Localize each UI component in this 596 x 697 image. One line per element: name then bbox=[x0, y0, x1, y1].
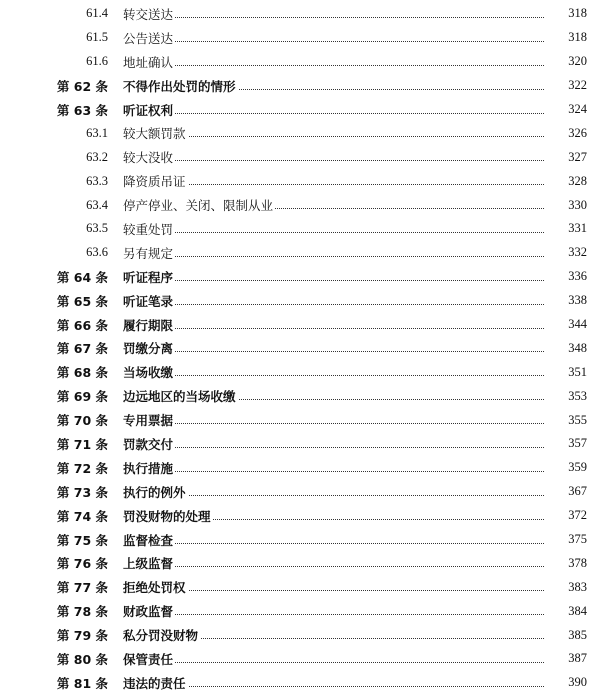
section-number: 63.4 bbox=[86, 197, 108, 212]
toc-article-entry[interactable] bbox=[0, 599, 596, 623]
page-number: 387 bbox=[568, 651, 587, 666]
page-number: 326 bbox=[568, 125, 587, 140]
toc-article-entry[interactable] bbox=[0, 504, 596, 528]
toc-article-entry[interactable] bbox=[0, 551, 596, 575]
article-number: 第 69 条 bbox=[56, 389, 108, 405]
entry-title: 执行的例外 bbox=[123, 484, 186, 500]
toc-section-entry[interactable] bbox=[0, 217, 596, 241]
dot-leader bbox=[123, 447, 544, 448]
toc-article-entry[interactable] bbox=[0, 647, 596, 671]
entry-title: 当场收缴 bbox=[123, 365, 174, 381]
article-number: 第 70 条 bbox=[56, 413, 108, 429]
dot-leader bbox=[123, 566, 544, 567]
toc-article-entry[interactable] bbox=[0, 408, 596, 432]
article-number: 第 78 条 bbox=[56, 604, 108, 620]
page-number: 328 bbox=[568, 173, 587, 188]
article-number: 第 71 条 bbox=[56, 436, 108, 452]
entry-title: 地址确认 bbox=[123, 54, 174, 70]
dot-leader bbox=[123, 423, 544, 424]
entry-title: 较重处罚 bbox=[123, 221, 174, 237]
page-number: 378 bbox=[568, 555, 587, 570]
dot-leader bbox=[123, 471, 544, 472]
entry-title: 监督检查 bbox=[123, 532, 174, 548]
entry-title: 不得作出处罚的情形 bbox=[123, 78, 236, 94]
entry-title: 较大没收 bbox=[123, 150, 174, 166]
page-number: 330 bbox=[568, 197, 587, 212]
page-number: 344 bbox=[568, 317, 587, 332]
article-number: 第 75 条 bbox=[56, 532, 108, 548]
entry-title: 另有规定 bbox=[123, 245, 174, 261]
dot-leader bbox=[123, 614, 544, 615]
toc-article-entry[interactable] bbox=[0, 623, 596, 647]
toc-article-entry[interactable] bbox=[0, 313, 596, 337]
page-number: 375 bbox=[568, 532, 587, 547]
dot-leader bbox=[123, 256, 544, 257]
page-number: 384 bbox=[568, 603, 587, 618]
page-number: 331 bbox=[568, 221, 587, 236]
entry-title: 专用票据 bbox=[123, 413, 174, 429]
page-number: 327 bbox=[568, 149, 587, 164]
section-number: 63.1 bbox=[86, 125, 108, 140]
article-number: 第 81 条 bbox=[56, 675, 108, 691]
toc-section-entry[interactable] bbox=[0, 2, 596, 26]
section-number: 63.3 bbox=[86, 173, 108, 188]
toc-article-entry[interactable] bbox=[0, 456, 596, 480]
entry-title: 听证程序 bbox=[123, 269, 174, 285]
article-number: 第 62 条 bbox=[56, 78, 108, 94]
page-number: 351 bbox=[568, 364, 587, 379]
toc-article-entry[interactable] bbox=[0, 671, 596, 695]
page-number: 318 bbox=[568, 6, 587, 21]
page-number: 372 bbox=[568, 508, 587, 523]
article-number: 第 73 条 bbox=[56, 484, 108, 500]
table-of-contents bbox=[0, 2, 596, 695]
article-number: 第 72 条 bbox=[56, 460, 108, 476]
page-number: 357 bbox=[568, 436, 587, 451]
toc-article-entry[interactable] bbox=[0, 432, 596, 456]
page-number: 390 bbox=[568, 675, 587, 690]
article-number: 第 65 条 bbox=[56, 293, 108, 309]
toc-section-entry[interactable] bbox=[0, 121, 596, 145]
dot-leader bbox=[123, 160, 544, 161]
entry-title: 听证权利 bbox=[123, 102, 174, 118]
page-number: 383 bbox=[568, 579, 587, 594]
toc-article-entry[interactable] bbox=[0, 575, 596, 599]
entry-title: 拒绝处罚权 bbox=[123, 580, 186, 596]
article-number: 第 63 条 bbox=[56, 102, 108, 118]
toc-article-entry[interactable] bbox=[0, 528, 596, 552]
toc-section-entry[interactable] bbox=[0, 241, 596, 265]
dot-leader bbox=[123, 328, 544, 329]
entry-title: 上级监督 bbox=[123, 556, 174, 572]
dot-leader bbox=[123, 65, 544, 66]
entry-title: 听证笔录 bbox=[123, 293, 174, 309]
entry-title: 边远地区的当场收缴 bbox=[123, 389, 236, 405]
page-number: 355 bbox=[568, 412, 587, 427]
article-number: 第 67 条 bbox=[56, 341, 108, 357]
entry-title: 较大额罚款 bbox=[123, 126, 186, 142]
entry-title: 公告送达 bbox=[123, 30, 174, 46]
toc-article-entry[interactable] bbox=[0, 98, 596, 122]
entry-title: 执行措施 bbox=[123, 460, 174, 476]
entry-title: 罚款交付 bbox=[123, 436, 174, 452]
article-number: 第 80 条 bbox=[56, 651, 108, 667]
entry-title: 罚没财物的处理 bbox=[123, 508, 211, 524]
dot-leader bbox=[123, 41, 544, 42]
article-number: 第 66 条 bbox=[56, 317, 108, 333]
dot-leader bbox=[123, 17, 544, 18]
section-number: 61.6 bbox=[86, 54, 108, 69]
toc-section-entry[interactable] bbox=[0, 26, 596, 50]
article-number: 第 64 条 bbox=[56, 269, 108, 285]
toc-article-entry[interactable] bbox=[0, 384, 596, 408]
dot-leader bbox=[123, 375, 544, 376]
dot-leader bbox=[123, 543, 544, 544]
entry-title: 私分罚没财物 bbox=[123, 628, 199, 644]
page-number: 348 bbox=[568, 340, 587, 355]
entry-title: 罚缴分离 bbox=[123, 341, 174, 357]
entry-title: 转交送达 bbox=[123, 6, 174, 22]
page-number: 324 bbox=[568, 102, 587, 116]
toc-section-entry[interactable] bbox=[0, 169, 596, 193]
section-number: 61.5 bbox=[86, 30, 108, 45]
entry-title: 履行期限 bbox=[123, 317, 174, 333]
toc-section-entry[interactable] bbox=[0, 193, 596, 217]
page-number: 336 bbox=[568, 269, 587, 284]
section-number: 63.2 bbox=[86, 149, 108, 164]
section-number: 63.5 bbox=[86, 221, 108, 236]
article-number: 第 77 条 bbox=[56, 580, 108, 596]
dot-leader bbox=[123, 280, 544, 281]
page-number: 318 bbox=[568, 30, 587, 45]
page-number: 320 bbox=[568, 54, 587, 69]
toc-article-entry[interactable] bbox=[0, 74, 596, 98]
article-number: 第 74 条 bbox=[56, 508, 108, 524]
toc-article-entry[interactable] bbox=[0, 360, 596, 384]
dot-leader bbox=[123, 662, 544, 663]
entry-title: 降资质吊证 bbox=[123, 174, 186, 190]
article-number: 第 76 条 bbox=[56, 556, 108, 572]
toc-article-entry[interactable] bbox=[0, 289, 596, 313]
entry-title: 停产停业、关闭、限制从业 bbox=[123, 198, 274, 214]
entry-title: 违法的责任 bbox=[123, 675, 186, 691]
page-number: 353 bbox=[568, 388, 587, 403]
article-number: 第 79 条 bbox=[56, 628, 108, 644]
toc-section-entry[interactable] bbox=[0, 145, 596, 169]
dot-leader bbox=[123, 232, 544, 233]
toc-section-entry[interactable] bbox=[0, 50, 596, 74]
toc-article-entry[interactable] bbox=[0, 336, 596, 360]
section-number: 61.4 bbox=[86, 6, 108, 21]
toc-article-entry[interactable] bbox=[0, 265, 596, 289]
dot-leader bbox=[123, 351, 544, 352]
page-number: 385 bbox=[568, 627, 587, 642]
toc-article-entry[interactable] bbox=[0, 480, 596, 504]
article-number: 第 68 条 bbox=[56, 365, 108, 381]
page-number: 367 bbox=[568, 484, 587, 499]
entry-title: 保管责任 bbox=[123, 651, 174, 667]
page-number: 338 bbox=[568, 293, 587, 308]
page-number: 332 bbox=[568, 245, 587, 260]
dot-leader bbox=[123, 304, 544, 305]
entry-title: 财政监督 bbox=[123, 604, 174, 620]
page-number: 359 bbox=[568, 460, 587, 475]
section-number: 63.6 bbox=[86, 245, 108, 260]
dot-leader bbox=[123, 113, 544, 114]
page-number: 322 bbox=[568, 78, 587, 93]
